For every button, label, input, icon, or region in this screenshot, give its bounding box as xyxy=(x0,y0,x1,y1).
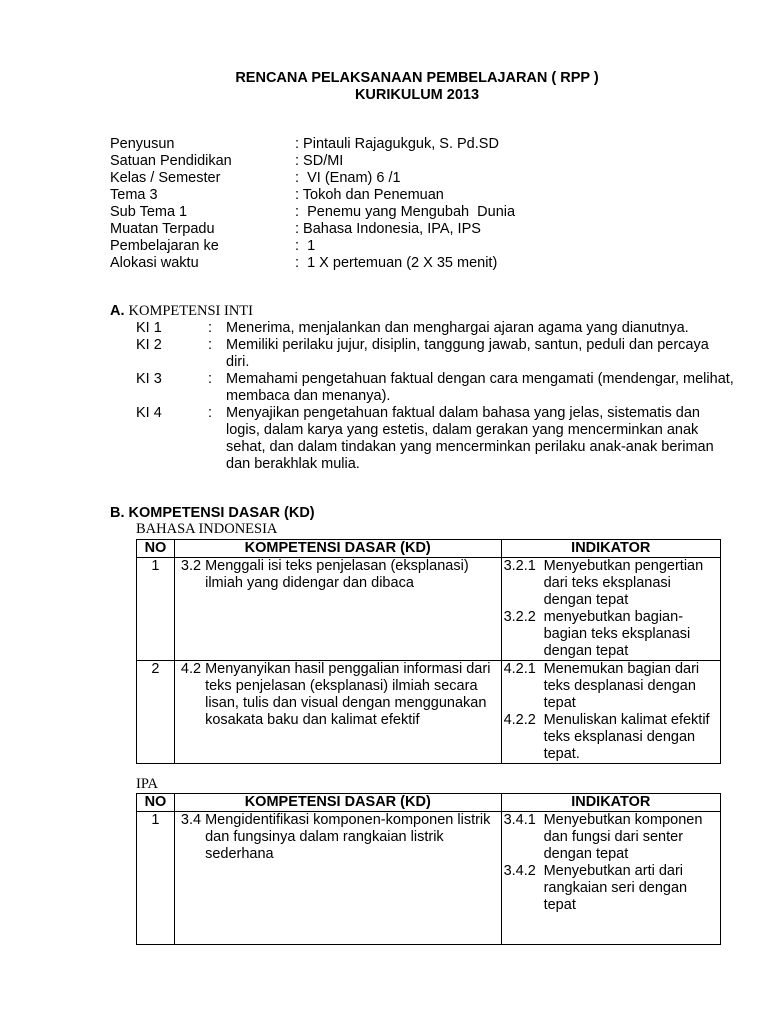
ki-item xyxy=(136,371,736,405)
info-value: : 1 xyxy=(295,238,316,254)
row-no: 2 xyxy=(137,661,175,764)
kd-item xyxy=(175,558,501,592)
section-letter: B. xyxy=(110,505,125,521)
row-kd xyxy=(174,558,501,661)
ki-item xyxy=(136,337,736,371)
info-value: : Penemu yang Mengubah Dunia xyxy=(295,204,516,220)
indicator-number: 4.2.1 xyxy=(503,661,536,677)
indicator-number: 4.2.2 xyxy=(503,712,536,728)
info-value: : Pintauli Rajagukguk, S. Pd.SD xyxy=(295,136,499,152)
indicator-item xyxy=(504,661,720,712)
row-indicators xyxy=(501,812,720,945)
section-letter: A. xyxy=(110,303,125,319)
section-a-heading xyxy=(110,302,253,320)
indicator-text: Menemukan bagian dari teks desplanasi dengan tepat xyxy=(543,661,700,711)
ki-colon: : xyxy=(208,371,213,387)
row-indicators xyxy=(501,558,720,661)
info-value: : VI (Enam) 6 /1 xyxy=(295,170,401,186)
kd-text: Menggali isi teks penjelasan (eksplanasi) ilmiah yang didengar dan dibaca xyxy=(205,558,469,591)
document-subtitle: KURIKULUM 2013 xyxy=(354,87,480,103)
header-no: NO xyxy=(137,794,175,812)
indicator-number: 3.2.1 xyxy=(503,558,536,574)
ki-item xyxy=(136,320,736,337)
info-label: Satuan Pendidikan xyxy=(110,153,232,169)
row-kd xyxy=(174,661,501,764)
indicator-text: Menuliskan kalimat efektif teks eksplanasi dengan tepat. xyxy=(543,712,710,762)
info-label: Kelas / Semester xyxy=(110,170,221,186)
document-title: RENCANA PELAKSANAAN PEMBELAJARAN ( RPP ) xyxy=(235,70,599,86)
info-label: Muatan Terpadu xyxy=(110,221,215,237)
ki-item xyxy=(136,405,736,473)
indicator-list xyxy=(502,661,720,763)
indicator-item xyxy=(504,863,720,914)
indicator-list xyxy=(502,558,720,660)
kd-number: 4.2 xyxy=(180,661,202,677)
subject-heading-ipa: IPA xyxy=(136,776,159,792)
info-value: : SD/MI xyxy=(295,153,344,169)
ki-code: KI 1 xyxy=(136,320,162,336)
kd-item xyxy=(175,812,501,863)
info-label: Alokasi waktu xyxy=(110,255,199,271)
indicator-text: Menyebutkan komponen dan fungsi dari senter dengan tepat xyxy=(543,812,703,862)
header-no: NO xyxy=(137,540,175,558)
indicator-number: 3.2.2 xyxy=(503,609,536,625)
indicator-text: Menyebutkan arti dari rangkaian seri dengan tepat xyxy=(543,863,688,913)
kd-number: 3.2 xyxy=(180,558,202,574)
table-row xyxy=(137,558,721,661)
info-label: Sub Tema 1 xyxy=(110,204,188,220)
indicator-item xyxy=(504,812,720,863)
ki-colon: : xyxy=(208,405,213,421)
info-value: : 1 X pertemuan (2 X 35 menit) xyxy=(295,255,498,271)
ki-text: Menerima, menjalankan dan menghargai ajaran agama yang dianutnya. xyxy=(226,320,689,336)
row-indicators xyxy=(501,661,720,764)
ki-code: KI 3 xyxy=(136,371,162,387)
indicator-item xyxy=(504,712,720,763)
ki-text: Menyajikan pengetahuan faktual dalam bahasa yang jelas, sistematis dan logis, dalam karya yang estetis, dalam gerakan yang mencerminkan anak sehat, dan dalam tindakan yang mencerminkan perilaku anak-anak beriman dan berakhlak mulia. xyxy=(226,405,714,472)
ki-code: KI 2 xyxy=(136,337,162,353)
indicator-list xyxy=(502,812,720,914)
header-indicator: INDIKATOR xyxy=(501,794,720,812)
row-no: 1 xyxy=(137,558,175,661)
indicator-text: Menyebutkan pengertian dari teks eksplanasi dengan tepat xyxy=(543,558,704,608)
header-kd: KOMPETENSI DASAR (KD) xyxy=(174,540,501,558)
table-row xyxy=(137,812,721,945)
header-indicator: INDIKATOR xyxy=(501,540,720,558)
section-title: KOMPETENSI INTI xyxy=(128,303,253,319)
indicator-number: 3.4.2 xyxy=(503,863,536,879)
ki-colon: : xyxy=(208,320,213,336)
table-row xyxy=(137,661,721,764)
section-title: KOMPETENSI DASAR (KD) xyxy=(128,505,315,521)
section-b-heading xyxy=(110,504,315,522)
info-value: : Tokoh dan Penemuan xyxy=(295,187,444,203)
info-label: Penyusun xyxy=(110,136,175,152)
header-kd: KOMPETENSI DASAR (KD) xyxy=(174,794,501,812)
kd-text: Mengidentifikasi komponen-komponen listrik dan fungsinya dalam rangkaian listrik sederhana xyxy=(205,812,491,862)
kd-table-ipa xyxy=(136,793,721,945)
indicator-number: 3.4.1 xyxy=(503,812,536,828)
table-header-row xyxy=(137,794,721,812)
table-header-row xyxy=(137,540,721,558)
row-no: 1 xyxy=(137,812,175,945)
kd-item xyxy=(175,661,501,729)
ki-colon: : xyxy=(208,337,213,353)
kd-table-bahasa-indonesia xyxy=(136,539,721,764)
indicator-item xyxy=(504,558,720,609)
row-kd xyxy=(174,812,501,945)
kd-number: 3.4 xyxy=(180,812,202,828)
ki-text: Memiliki perilaku jujur, disiplin, tanggung jawab, santun, peduli dan percaya diri. xyxy=(226,337,709,370)
kd-text: Menyanyikan hasil penggalian informasi dari teks penjelasan (eksplanasi) ilmiah secara lisan, tulis dan visual dengan menggunakan kosakata baku dan kalimat efektif xyxy=(205,661,491,728)
ki-code: KI 4 xyxy=(136,405,162,421)
indicator-item xyxy=(504,609,720,660)
info-value: : Bahasa Indonesia, IPA, IPS xyxy=(295,221,481,237)
subject-heading-bahasa-indonesia: BAHASA INDONESIA xyxy=(136,521,278,537)
info-label: Pembelajaran ke xyxy=(110,238,219,254)
ki-list xyxy=(136,320,736,473)
ki-text: Memahami pengetahuan faktual dengan cara mengamati (mendengar, melihat, membaca dan menanya). xyxy=(226,371,734,404)
indicator-text: menyebutkan bagian-bagian teks eksplanasi dengan tepat xyxy=(543,609,691,659)
info-label: Tema 3 xyxy=(110,187,158,203)
